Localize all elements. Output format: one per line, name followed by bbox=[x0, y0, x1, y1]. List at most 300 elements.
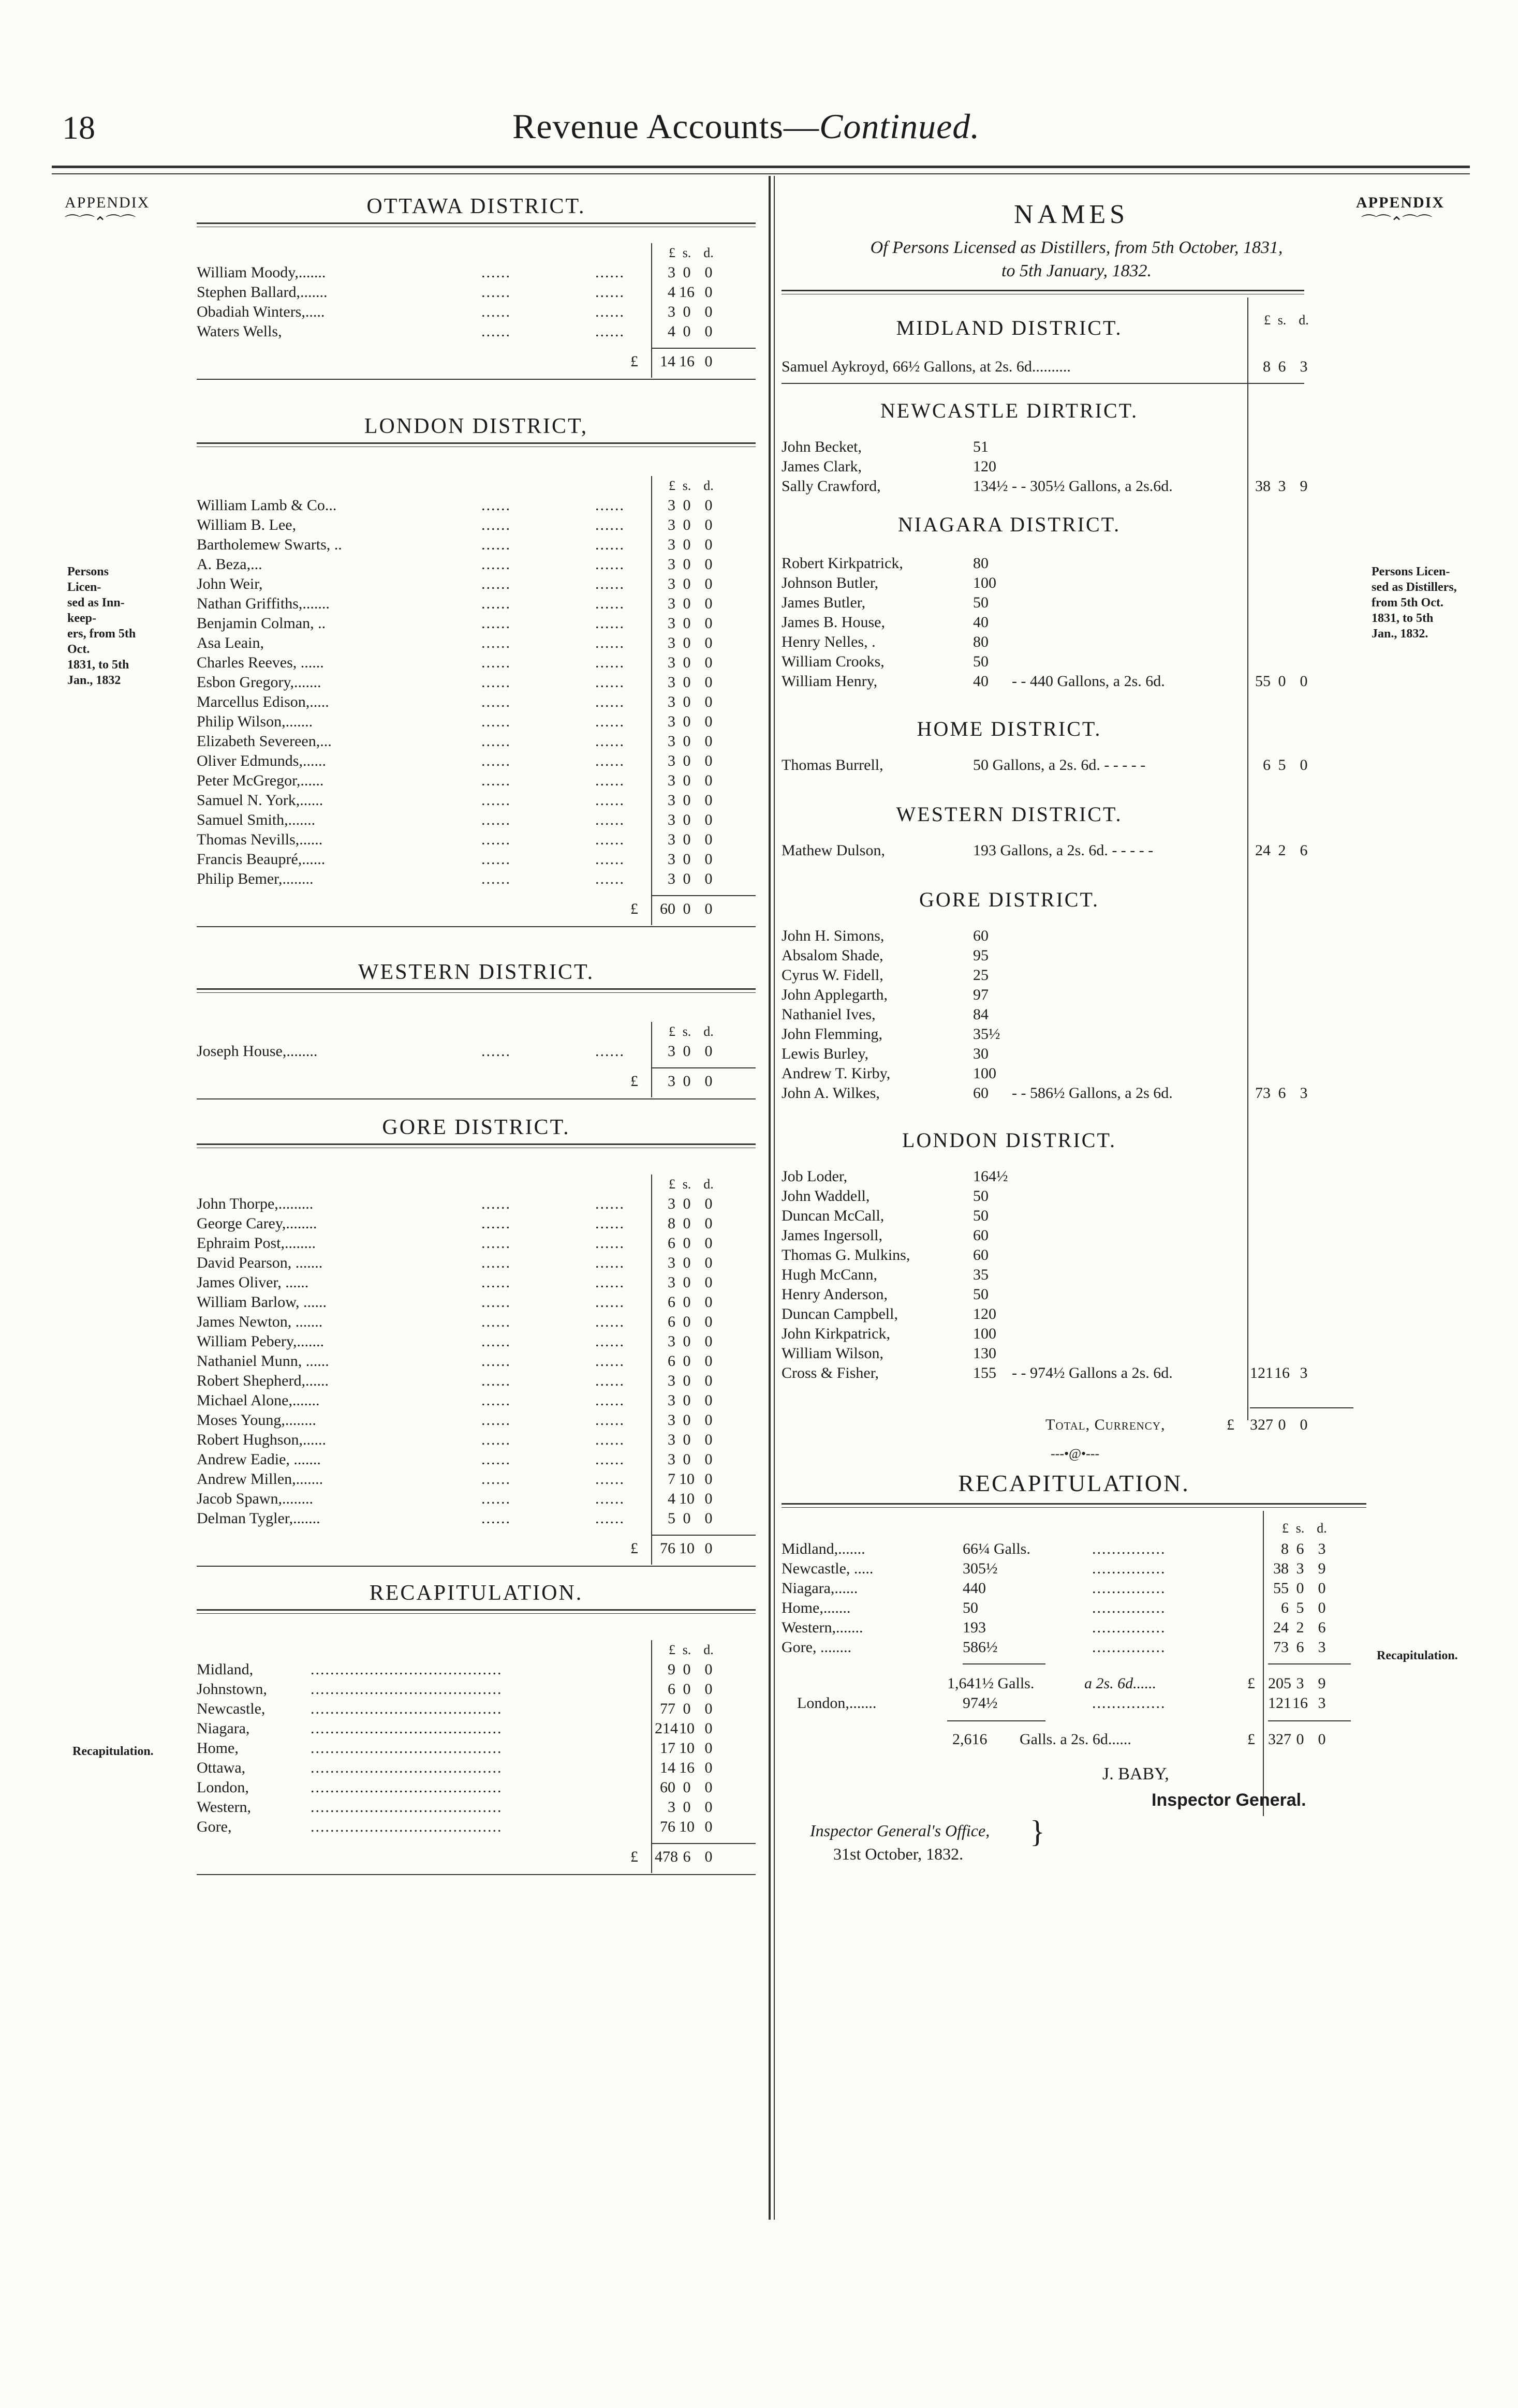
licensee-name: Nathaniel Munn, ...... bbox=[197, 1352, 329, 1370]
pound-symbol: £ bbox=[630, 353, 638, 370]
licensee-name: William Pebery,....... bbox=[197, 1333, 324, 1350]
amount-p: 121 bbox=[1268, 1694, 1291, 1712]
midland-amount-row bbox=[0, 357, 1518, 377]
amount-p: £ bbox=[669, 1642, 675, 1657]
amount-s: 0 bbox=[1296, 1580, 1304, 1597]
distiller-name: Robert Kirkpatrick, bbox=[782, 555, 903, 572]
table-row bbox=[0, 1265, 1518, 1285]
licensee-name: William B. Lee, bbox=[197, 516, 297, 533]
table-row bbox=[0, 496, 1518, 515]
table-row bbox=[0, 1064, 1518, 1083]
amount-d: 0 bbox=[704, 851, 713, 868]
gallons-total: - - 305½ Gallons, a 2s.6d. bbox=[1012, 478, 1173, 495]
table-row bbox=[0, 1758, 1518, 1778]
recap-gallons: 50 bbox=[963, 1599, 978, 1616]
distiller-name: Cyrus W. Fidell, bbox=[782, 967, 883, 984]
amount-s: 0 bbox=[683, 772, 691, 789]
amount-s: 3 bbox=[1278, 478, 1286, 495]
table-row bbox=[0, 1005, 1518, 1024]
amount-d: 0 bbox=[704, 595, 713, 612]
distiller-name: John Flemming, bbox=[782, 1025, 883, 1043]
distiller-name: John H. Simons, bbox=[782, 927, 885, 944]
row-amount bbox=[655, 515, 719, 535]
leader-dots: ....................................... bbox=[311, 1759, 503, 1776]
table-row bbox=[0, 554, 1518, 573]
amount-s: 6 bbox=[1296, 1540, 1304, 1557]
amount-p: 3 bbox=[668, 693, 675, 710]
leader-dots: ...... bbox=[595, 516, 625, 533]
amount-d: 0 bbox=[704, 1661, 713, 1678]
margin-note-recap-left: Recapitulation. bbox=[72, 1745, 154, 1758]
amount-p: 6 bbox=[668, 1681, 675, 1698]
licensee-name: Andrew Eadie, ....... bbox=[197, 1451, 321, 1468]
row-amount bbox=[655, 1489, 719, 1509]
amount-d: 0 bbox=[704, 1352, 713, 1370]
gallons: 35½ bbox=[973, 1025, 1000, 1043]
amount-d: 0 bbox=[704, 1740, 713, 1757]
row-amount bbox=[655, 692, 719, 712]
appendix-brace-left: ⌒⌒⌃⌒⌒ bbox=[65, 214, 135, 231]
amount-s: 0 bbox=[683, 1451, 691, 1468]
amount-p: 121 bbox=[1250, 1364, 1273, 1381]
table-row bbox=[0, 613, 1518, 632]
amount-s: 0 bbox=[683, 1352, 691, 1370]
distiller-name: Job Loder, bbox=[782, 1168, 848, 1185]
row-amount bbox=[655, 810, 719, 830]
leader-dots: ....................................... bbox=[311, 1681, 503, 1698]
amount-s: 2 bbox=[1296, 1619, 1304, 1636]
licensee-name: Asa Leain, bbox=[197, 634, 264, 651]
leader-dots: ...... bbox=[595, 615, 625, 632]
distiller-name: William Henry, bbox=[782, 673, 878, 690]
amount-p: 478 bbox=[655, 1848, 678, 1865]
gallons: 100 bbox=[973, 1065, 996, 1082]
amount-p: 327 bbox=[1268, 1731, 1291, 1748]
gallons: 60 bbox=[973, 1246, 989, 1264]
amount-d: 0 bbox=[704, 1392, 713, 1409]
table-row bbox=[0, 283, 1518, 302]
amount-d: d. bbox=[703, 1177, 714, 1192]
amount-s: 16 bbox=[1292, 1694, 1308, 1712]
licensee-name: A. Beza,... bbox=[197, 556, 262, 573]
leader-dots: ............... bbox=[1092, 1694, 1166, 1712]
amount-d: 0 bbox=[704, 1372, 713, 1389]
london-total-row bbox=[0, 899, 1518, 919]
gallons: 35 bbox=[973, 1266, 989, 1283]
distiller-name: John Waddell, bbox=[782, 1187, 870, 1205]
licensee-name: Johnstown, bbox=[197, 1681, 267, 1698]
amount-p: 3 bbox=[668, 1073, 675, 1090]
leader-dots: ............... bbox=[1092, 1560, 1166, 1577]
leader-dots: ...... bbox=[481, 772, 511, 789]
table-row bbox=[0, 1579, 1518, 1598]
amount-s: 10 bbox=[679, 1720, 695, 1737]
subtotal-2-amount bbox=[1268, 1730, 1332, 1749]
licensee-name: Marcellus Edison,..... bbox=[197, 693, 329, 710]
amount-p: 8 bbox=[1281, 1540, 1289, 1557]
leader-dots: ....................................... bbox=[311, 1720, 503, 1737]
appendix-brace-right: ⌒⌒⌃⌒⌒ bbox=[1361, 214, 1432, 231]
amount-p: 3 bbox=[668, 595, 675, 612]
amount-p: 24 bbox=[1273, 1619, 1289, 1636]
amount-d: 0 bbox=[704, 303, 713, 320]
amount-d: 0 bbox=[704, 497, 713, 514]
amount-p: 4 bbox=[668, 1490, 675, 1507]
licensee-name: Robert Shepherd,...... bbox=[197, 1372, 329, 1389]
district-amount bbox=[1250, 477, 1314, 496]
row-amount bbox=[655, 1450, 719, 1469]
amount-s: 16 bbox=[679, 1759, 695, 1776]
licensee-name: William Moody,....... bbox=[197, 264, 326, 281]
amount-d: 0 bbox=[704, 284, 713, 301]
recap-gallons: 193 bbox=[963, 1619, 986, 1636]
amount-d: d. bbox=[1317, 1521, 1327, 1536]
amount-d: 0 bbox=[704, 792, 713, 809]
amount-d: 9 bbox=[1318, 1560, 1326, 1577]
recap-subtotal-2 bbox=[0, 1730, 1518, 1749]
names-subtitle-1: Of Persons Licensed as Distillers, from 5th October, 1831, bbox=[870, 238, 1283, 257]
amount-d: 0 bbox=[704, 1313, 713, 1330]
midland-title-right: MIDLAND DISTRICT. bbox=[896, 316, 1123, 339]
gallons: 50 bbox=[973, 1207, 989, 1224]
amount-d: 0 bbox=[704, 772, 713, 789]
amount-d: d. bbox=[703, 478, 714, 493]
leader-dots: ...... bbox=[481, 497, 511, 514]
amount-p: 3 bbox=[668, 1254, 675, 1271]
row-amount bbox=[655, 869, 719, 889]
leader-dots: ...... bbox=[595, 811, 625, 828]
table-row bbox=[0, 1450, 1518, 1469]
amount-p: 6 bbox=[668, 1313, 675, 1330]
gallons: 120 bbox=[973, 1305, 996, 1322]
amount-s: s. bbox=[1277, 313, 1287, 328]
amount-s: s. bbox=[682, 1642, 691, 1657]
pound-symbol: £ bbox=[630, 1073, 638, 1090]
amount-p: £ bbox=[669, 478, 675, 493]
amount-d: 0 bbox=[704, 1510, 713, 1527]
recap-sub2-money-rule bbox=[1268, 1720, 1351, 1721]
amount-d: 0 bbox=[704, 693, 713, 710]
gore-amount-row bbox=[0, 1083, 1518, 1103]
table-row bbox=[0, 985, 1518, 1005]
subtotal-1-amount bbox=[1268, 1674, 1332, 1693]
table-row bbox=[0, 593, 1518, 613]
licensee-name: Midland, bbox=[197, 1661, 254, 1678]
leader-dots: ...... bbox=[595, 497, 625, 514]
amount-d: 0 bbox=[1318, 1580, 1326, 1597]
amount-d: 3 bbox=[1318, 1540, 1326, 1557]
licensee-name: Philip Wilson,....... bbox=[197, 713, 313, 730]
amount-p: 8 bbox=[668, 1215, 675, 1232]
amount-d: 0 bbox=[704, 1073, 713, 1090]
leader-dots: ...... bbox=[481, 831, 511, 848]
amount-p: 60 bbox=[660, 1779, 675, 1796]
table-row bbox=[0, 632, 1518, 652]
distiller-name: John Becket, bbox=[782, 438, 862, 455]
amount-p: 6 bbox=[668, 1294, 675, 1311]
licensee-name: Jacob Spawn,........ bbox=[197, 1490, 313, 1507]
recap-london-row bbox=[0, 1693, 1518, 1713]
running-head bbox=[512, 106, 980, 147]
niagara-title-right: NIAGARA DISTRICT. bbox=[897, 513, 1121, 536]
leader-dots: ...... bbox=[595, 693, 625, 710]
leader-dots: ...... bbox=[595, 831, 625, 848]
amount-p: 205 bbox=[1268, 1675, 1291, 1692]
amount-d: 0 bbox=[704, 1540, 713, 1557]
licensee-name: Obadiah Winters,..... bbox=[197, 303, 325, 320]
page-number: 18 bbox=[62, 109, 95, 146]
table-row bbox=[0, 1044, 1518, 1064]
gallons-line: 50 Gallons, a 2s. 6d. - - - - - bbox=[973, 756, 1146, 774]
district-amount bbox=[1250, 357, 1314, 377]
amount-s: 0 bbox=[683, 1411, 691, 1429]
leader-dots: ...... bbox=[481, 1215, 511, 1232]
leader-dots: ....................................... bbox=[311, 1798, 503, 1816]
gallons: 100 bbox=[973, 1325, 996, 1342]
leader-dots: ...... bbox=[595, 1411, 625, 1429]
leader-dots: ...... bbox=[481, 1294, 511, 1311]
distiller-name: John Kirkpatrick, bbox=[782, 1325, 890, 1342]
leader-dots: ...... bbox=[595, 752, 625, 769]
amount-s: 0 bbox=[683, 1254, 691, 1271]
recap-amount bbox=[1268, 1618, 1332, 1638]
leader-dots: ...... bbox=[481, 615, 511, 632]
recap-gallons: 66¼ Galls. bbox=[963, 1540, 1030, 1557]
signature-role: Inspector General. bbox=[1152, 1790, 1306, 1810]
recap-district: Gore, ........ bbox=[782, 1639, 851, 1656]
amount-p: £ bbox=[669, 245, 675, 260]
leader-dots: ...... bbox=[595, 595, 625, 612]
gallons: 164½ bbox=[973, 1168, 1008, 1185]
leader-dots: ....................................... bbox=[311, 1661, 503, 1678]
subtotal-rate: a 2s. 6d...... bbox=[1084, 1675, 1157, 1692]
amount-p: 14 bbox=[660, 1759, 675, 1776]
recap-money-header-cells bbox=[1268, 1519, 1332, 1538]
leader-dots: ...... bbox=[595, 1352, 625, 1370]
table-row bbox=[0, 712, 1518, 732]
leader-dots: ...... bbox=[481, 284, 511, 301]
leader-dots: ...... bbox=[481, 870, 511, 887]
distiller-name: William Wilson, bbox=[782, 1345, 884, 1362]
amount-p: 3 bbox=[668, 1411, 675, 1429]
amount-p: 3 bbox=[668, 1392, 675, 1409]
leader-dots: ...... bbox=[595, 556, 625, 573]
amount-s: 10 bbox=[679, 1470, 695, 1488]
table-row bbox=[0, 1817, 1518, 1837]
recap-title-right: RECAPITULATION. bbox=[958, 1470, 1190, 1496]
recap-total-rule bbox=[652, 1843, 756, 1844]
amount-p: 5 bbox=[668, 1510, 675, 1527]
leader-dots: ...... bbox=[595, 264, 625, 281]
amount-p: 3 bbox=[668, 497, 675, 514]
recap-gallons: 586½ bbox=[963, 1639, 998, 1656]
table-row bbox=[0, 1618, 1518, 1638]
amount-d: 0 bbox=[704, 323, 713, 340]
leader-dots: ...... bbox=[595, 713, 625, 730]
amount-s: 0 bbox=[683, 831, 691, 848]
leader-dots: ...... bbox=[595, 323, 625, 340]
amount-p: 24 bbox=[1255, 842, 1271, 859]
leader-dots: ...... bbox=[481, 1490, 511, 1507]
names-subtitle-2: to 5th January, 1832. bbox=[1001, 261, 1152, 280]
amount-s: 0 bbox=[683, 1195, 691, 1212]
table-row bbox=[0, 1598, 1518, 1618]
leader-dots: ...... bbox=[595, 1274, 625, 1291]
leader-dots: ...... bbox=[481, 1372, 511, 1389]
leader-dots: ...... bbox=[595, 772, 625, 789]
running-head-continued: Continued. bbox=[819, 107, 980, 146]
leader-dots: ...... bbox=[595, 1510, 625, 1527]
header-rule-bottom bbox=[52, 173, 1470, 174]
leader-dots: ...... bbox=[595, 634, 625, 651]
licensee-name: Stephen Ballard,....... bbox=[197, 284, 328, 301]
gallons: 97 bbox=[973, 986, 989, 1003]
amount-s: 0 bbox=[683, 516, 691, 533]
amount-s: 0 bbox=[1278, 1416, 1286, 1433]
licensee-name: Samuel Smith,....... bbox=[197, 811, 316, 828]
amount-s: 0 bbox=[683, 1431, 691, 1448]
amount-p: 6 bbox=[1281, 1599, 1289, 1616]
recap-sub1-rule bbox=[963, 1663, 1045, 1664]
leader-dots: ...... bbox=[595, 1313, 625, 1330]
licensee-name: Peter McGregor,...... bbox=[197, 772, 324, 789]
leader-dots: ...... bbox=[595, 733, 625, 750]
distiller-name: Mathew Dulson, bbox=[782, 842, 885, 859]
margin-note-recap-right: Recapitulation. bbox=[1377, 1649, 1458, 1662]
gallons-total: - - 440 Gallons, a 2s. 6d. bbox=[1012, 673, 1165, 690]
amount-d: 0 bbox=[1300, 756, 1308, 774]
amount-s: 0 bbox=[683, 1798, 691, 1816]
leader-dots: ............... bbox=[1092, 1580, 1166, 1597]
amount-s: 3 bbox=[1296, 1560, 1304, 1577]
amount-s: 0 bbox=[683, 811, 691, 828]
leader-dots: ...... bbox=[595, 1392, 625, 1409]
licensee-name: Nathan Griffiths,....... bbox=[197, 595, 330, 612]
leader-dots: ...... bbox=[595, 674, 625, 691]
amount-s: 0 bbox=[683, 733, 691, 750]
row-amount bbox=[655, 1778, 719, 1797]
amount-s: 0 bbox=[683, 1333, 691, 1350]
distiller-name: Nathaniel Ives, bbox=[782, 1006, 876, 1023]
leader-dots: ...... bbox=[595, 851, 625, 868]
amount-s: s. bbox=[682, 478, 691, 493]
licensee-name: John Thorpe,......... bbox=[197, 1195, 314, 1212]
amount-d: 0 bbox=[704, 1254, 713, 1271]
amount-p: 60 bbox=[660, 900, 675, 917]
leader-dots: ...... bbox=[481, 792, 511, 809]
amount-s: 0 bbox=[683, 595, 691, 612]
total-currency-row bbox=[0, 1415, 1518, 1435]
ottawa-title-left: OTTAWA DISTRICT. bbox=[366, 195, 586, 218]
licensee-name: Western, bbox=[197, 1798, 252, 1816]
recap-sub2-rule bbox=[947, 1720, 1045, 1721]
amount-s: 0 bbox=[683, 497, 691, 514]
gallons: 100 bbox=[973, 574, 996, 591]
distiller-name: Andrew T. Kirby, bbox=[782, 1065, 891, 1082]
distiller-name: Sally Crawford, bbox=[782, 478, 881, 495]
amount-p: 3 bbox=[668, 1372, 675, 1389]
leader-dots: ...... bbox=[595, 1431, 625, 1448]
amount-p: 3 bbox=[668, 674, 675, 691]
distiller-name: Cross & Fisher, bbox=[782, 1364, 879, 1381]
row-amount bbox=[655, 712, 719, 732]
table-row bbox=[0, 926, 1518, 946]
leader-dots: ...... bbox=[481, 733, 511, 750]
amount-s: 0 bbox=[683, 634, 691, 651]
amount-d: 0 bbox=[704, 264, 713, 281]
ottawa-total-rule bbox=[652, 348, 756, 349]
gallons-total: - - 974½ Gallons a 2s. 6d. bbox=[1012, 1364, 1173, 1381]
amount-s: 0 bbox=[683, 693, 691, 710]
distiller-name: James Ingersoll, bbox=[782, 1227, 882, 1244]
pound-symbol: £ bbox=[1247, 1675, 1255, 1692]
amount-s: 0 bbox=[683, 792, 691, 809]
amount-d: 0 bbox=[1318, 1731, 1326, 1748]
row-amount bbox=[655, 263, 719, 283]
amount-s: 0 bbox=[683, 654, 691, 671]
licensee-name: Niagara, bbox=[197, 1720, 250, 1737]
leader-dots: ...... bbox=[481, 1470, 511, 1488]
amount-d: 0 bbox=[704, 1043, 713, 1060]
amount-d: 0 bbox=[704, 1779, 713, 1796]
amount-s: 0 bbox=[683, 1313, 691, 1330]
amount-s: 10 bbox=[679, 1490, 695, 1507]
gore-title-right: GORE DISTRICT. bbox=[919, 888, 1099, 911]
leader-dots: ...... bbox=[481, 851, 511, 868]
recap-district: Western,....... bbox=[782, 1619, 863, 1636]
gallons: 50 bbox=[973, 1187, 989, 1205]
recap-amount bbox=[1268, 1579, 1332, 1598]
leader-dots: ...... bbox=[481, 1254, 511, 1271]
leader-dots: ...... bbox=[595, 1294, 625, 1311]
amount-s: 0 bbox=[683, 323, 691, 340]
distiller-name: Duncan Campbell, bbox=[782, 1305, 898, 1322]
amount-p: 3 bbox=[668, 303, 675, 320]
amount-d: 3 bbox=[1300, 358, 1308, 375]
amount-d: 0 bbox=[704, 654, 713, 671]
licensee-name: Bartholemew Swarts, .. bbox=[197, 536, 342, 553]
margin-note-distillers: Persons Licen- sed as Distillers, from 5th Oct. 1831, to 5th Jan., 1832. bbox=[1372, 565, 1457, 641]
licensee-name: John Weir, bbox=[197, 575, 263, 592]
amount-s: 0 bbox=[683, 536, 691, 553]
district-amount bbox=[1250, 841, 1314, 860]
licensee-name: Samuel N. York,...... bbox=[197, 792, 323, 809]
amount-d: 0 bbox=[704, 615, 713, 632]
district-amount bbox=[1250, 755, 1314, 775]
amount-s: 0 bbox=[683, 1392, 691, 1409]
recap-amount bbox=[1268, 1559, 1332, 1579]
amount-p: £ bbox=[669, 1177, 675, 1192]
amount-p: 3 bbox=[668, 1451, 675, 1468]
licensee-name: Waters Wells, bbox=[197, 323, 282, 340]
newcastle-title-right: NEWCASTLE DIRTRICT. bbox=[880, 399, 1139, 422]
london-amount-row bbox=[0, 1363, 1518, 1383]
gallons: 120 bbox=[973, 458, 996, 475]
amount-p: 3 bbox=[668, 1195, 675, 1212]
amount-d: 0 bbox=[704, 1490, 713, 1507]
licensee-name: Francis Beaupré,...... bbox=[197, 851, 326, 868]
amount-p: 3 bbox=[668, 615, 675, 632]
western-title-left: WESTERN DISTRICT. bbox=[358, 960, 595, 984]
leader-dots: ...... bbox=[481, 575, 511, 592]
amount-d: 3 bbox=[1300, 1364, 1308, 1381]
gallons: 95 bbox=[973, 947, 989, 964]
leader-dots: ...... bbox=[481, 556, 511, 573]
row-amount bbox=[655, 791, 719, 810]
amount-p: 76 bbox=[660, 1540, 675, 1557]
gore-title-left: GORE DISTRICT. bbox=[382, 1116, 570, 1139]
header-rule-top bbox=[52, 166, 1470, 168]
